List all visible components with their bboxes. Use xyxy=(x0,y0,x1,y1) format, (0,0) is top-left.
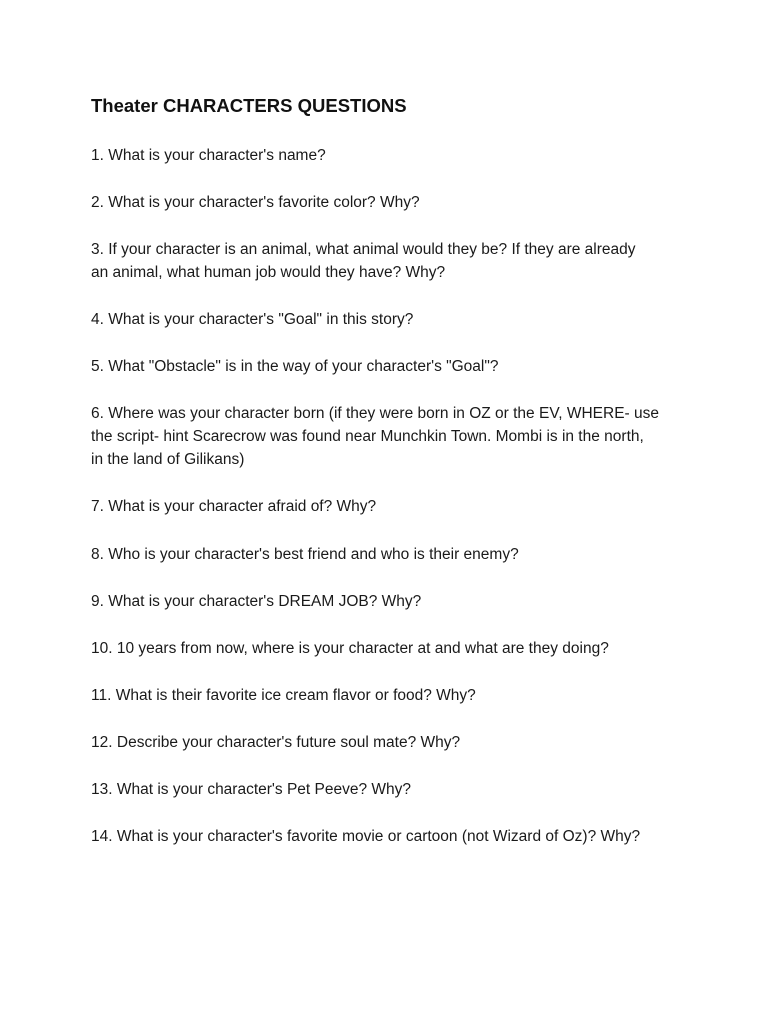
question-line: an animal, what human job would they have? Why? xyxy=(91,264,446,281)
question-12 xyxy=(91,731,691,754)
question-text: What is your character's favorite movie or cartoon (not Wizard of Oz)? Why? xyxy=(116,828,641,845)
question-line xyxy=(91,238,691,261)
question-6 xyxy=(91,402,691,471)
question-number: 2. xyxy=(91,194,104,211)
question-14 xyxy=(91,825,691,848)
question-text: What is your character's "Goal" in this story? xyxy=(108,311,414,328)
question-text: What is your character's Pet Peeve? Why? xyxy=(116,781,412,798)
question-text: 10 years from now, where is your character at and what are they doing? xyxy=(116,640,609,657)
question-number: 13. xyxy=(91,781,113,798)
question-4 xyxy=(91,308,691,331)
question-text: Where was your character born (if they were born in OZ or the EV, WHERE- use xyxy=(108,405,659,422)
question-line xyxy=(91,402,691,425)
question-number: 5. xyxy=(91,358,104,375)
question-2 xyxy=(91,191,691,214)
question-number: 4. xyxy=(91,311,104,328)
question-number: 12. xyxy=(91,734,113,751)
question-number: 10. xyxy=(91,640,113,657)
question-number: 11. xyxy=(91,687,112,704)
question-3 xyxy=(91,238,691,284)
question-text: If your character is an animal, what animal would they be? If they are already xyxy=(108,241,636,258)
question-text: Describe your character's future soul mate? Why? xyxy=(116,734,461,751)
question-text: What "Obstacle" is in the way of your character's "Goal"? xyxy=(108,358,499,375)
question-line: in the land of Gilikans) xyxy=(91,451,245,468)
question-text: What is your character's DREAM JOB? Why? xyxy=(108,593,422,610)
question-11 xyxy=(91,684,691,707)
question-line: the script- hint Scarecrow was found near Munchkin Town. Mombi is in the north, xyxy=(91,428,644,445)
question-9 xyxy=(91,590,691,613)
question-number: 7. xyxy=(91,498,104,515)
question-13 xyxy=(91,778,691,801)
question-number: 14. xyxy=(91,828,113,845)
question-number: 1. xyxy=(91,147,104,164)
question-10 xyxy=(91,637,691,660)
page-title: Theater CHARACTERS QUESTIONS xyxy=(91,95,407,116)
question-7 xyxy=(91,495,691,518)
question-text: What is your character afraid of? Why? xyxy=(108,498,377,515)
question-text: What is their favorite ice cream flavor or food? Why? xyxy=(115,687,476,704)
question-text: What is your character's name? xyxy=(108,147,326,164)
question-1 xyxy=(91,144,691,167)
question-number: 3. xyxy=(91,241,104,258)
question-5 xyxy=(91,355,691,378)
question-number: 9. xyxy=(91,593,104,610)
question-8 xyxy=(91,543,691,566)
question-text: What is your character's favorite color? Why? xyxy=(108,194,420,211)
question-number: 8. xyxy=(91,546,104,563)
question-text: Who is your character's best friend and who is their enemy? xyxy=(108,546,519,563)
question-number: 6. xyxy=(91,405,104,422)
